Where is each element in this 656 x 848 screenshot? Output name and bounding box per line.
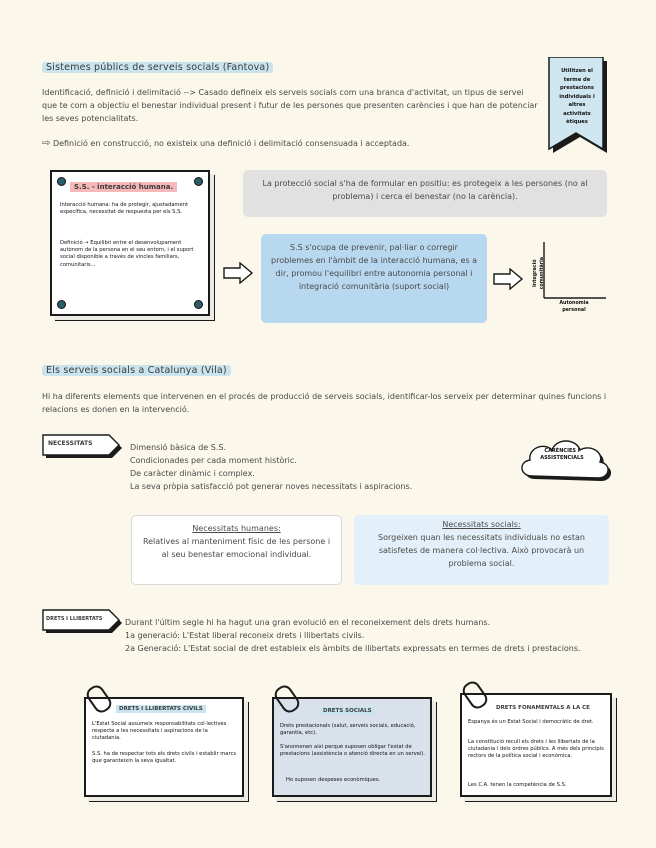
section2-intro: Hi ha diferents elements que intervenen en el procés de producció de serveis socials, identificar-los serveix per determinar quines funcions i relacions es donen en la intervenció. [42, 392, 607, 414]
card-title: S.S. - interacció humana. [70, 182, 177, 192]
list-item: Durant l'últim segle hi ha hagut una gran evolució en el reconeixement dels drets humans. [125, 618, 491, 627]
pin-icon [57, 177, 66, 186]
pin-icon [57, 300, 66, 309]
note-p1: L'Estat Social assumeix responsabilitats col·lectives respecte a les necessitats i aspiracions de la ciutadania. [92, 721, 227, 742]
cloud-note [514, 430, 614, 486]
socials-card [354, 515, 609, 585]
note-title: DRETS SOCIALS [320, 707, 375, 715]
note-p3: Ho suposen despeses econòmiques. [286, 777, 381, 783]
cloud-text: CARÈNCIES I ASSISTENCIALS [540, 448, 584, 462]
paperclip-icon [84, 682, 115, 715]
section1-note: ⇨ Definició en construcció, no existeix una definició i delimitació consensuada i acceptada. [42, 138, 410, 149]
card-p2: Definició → Equilibri entre el desenvolupament autònom de la persona en el seu entorn, i el suport social disponible a través de vincles familiars, comunitaris... [60, 240, 194, 268]
drets-tag [42, 609, 124, 633]
pin-icon [194, 300, 203, 309]
arrow-right-icon [222, 262, 254, 284]
note-p2: S'anomenen així perquè suposen obligar l'estat de prestacions (assistència o atenció directa en un servei). [280, 744, 425, 758]
blue-box: S.S s'ocupa de prevenir, pal·liar o corregir problemes en l'àmbit de la interacció humana, es a dir, promou l'equilibri entre autonomia personal i integració comunitària (suport social) [261, 234, 487, 323]
note-card-civils [84, 697, 244, 797]
list-item: Dimensió bàsica de S.S. [130, 443, 226, 452]
graph-ylabel: Integració comunitària [532, 257, 545, 290]
necessitats-list [130, 441, 530, 493]
note-p2: La constitució recull els drets i les llibertats de la ciutadania i dels ordres públics. A més dels principis rectors de la política social i econòmica. [468, 739, 604, 760]
list-item: De caràcter dinàmic i complex. [130, 469, 255, 478]
necessitats-tag-label: NECESSITATS [48, 440, 93, 447]
note-title: DRETS I LLIBERTATS CIVILS [116, 705, 206, 713]
drets-tag-label: DRETS I LLIBERTATS [46, 616, 103, 622]
note-title: DRETS FONAMENTALS A LA CE [496, 705, 590, 711]
gray-box: La protecció social s'ha de formular en positiu: es protegeix a les persones (no al problema) i cerca el benestar (no la carència). [243, 170, 607, 217]
note-p1: Drets prestacionals (salut, serveis socials, educació, garantia, etc). [280, 723, 416, 737]
pin-icon [194, 177, 203, 186]
note-p2: S.S. ha de respectar tots els drets civils i establir marcs que garanteixin la seva igualtat. [92, 751, 237, 765]
list-item: 2a Generació: L'Estat social de dret estableix els àmbits de llibertats expressats en termes de drets i prestacions. [125, 644, 581, 653]
paperclip-icon [272, 682, 303, 715]
interaction-card [50, 170, 210, 316]
bookmark-ribbon [547, 57, 611, 157]
note-p3: Les C.A. tenen la competència de S.S. [468, 782, 567, 788]
humanes-card [131, 515, 342, 585]
section1-title: Sistemes públics de serveis socials (Fantova) [42, 62, 273, 73]
bookmark-text: Utilitzen el terme de prestacions individuals i altres activitats ètiques [559, 68, 595, 125]
paperclip-icon [460, 678, 491, 711]
list-item: La seva pròpia satisfacció pot generar noves necessitats i aspiracions. [130, 482, 413, 491]
list-item: 1a generació: L'Estat liberal reconeix drets i llibertats civils. [125, 631, 365, 640]
humanes-title: Necessitats humanes: [192, 524, 281, 533]
drets-list [125, 616, 613, 655]
arrow-right-icon [492, 268, 524, 290]
note-p1: Espanya és un Estat Social i democràtic de dret. [468, 719, 594, 725]
socials-text: Sorgeixen quan les necessitats individuals no estan satisfetes de manera col·lectiva. Això provocarà un problema social. [378, 533, 585, 568]
balance-graph [528, 240, 608, 320]
section2-title: Els serveis socials a Catalunya (Vila) [42, 365, 231, 376]
note-card-socials [272, 697, 432, 797]
note-card-fonamentals [460, 693, 612, 797]
card-p1: Interacció humana: ha de protegir, ajustadament específica, necessitat de respuesta per els S.S. [60, 202, 188, 216]
socials-title: Necessitats socials: [442, 520, 521, 529]
list-item: Condicionades per cada moment històric. [130, 456, 297, 465]
graph-xlabel: Autonomia personal [559, 301, 589, 314]
arrow-right-icon: ⇨ [42, 138, 51, 149]
necessitats-tag [42, 434, 124, 458]
humanes-text: Relatives al manteniment físic de les persone i al seu benestar emocional individual. [142, 537, 331, 559]
section1-intro: Identificació, definició i delimitació --> Casado defineix els serveis socials com una branca d'activitat, un tipus de servei que te com a objectiu el benestar individual present i futur de les persones que presenten carències i que han de potenciar les seves potencialitats. [42, 88, 538, 123]
